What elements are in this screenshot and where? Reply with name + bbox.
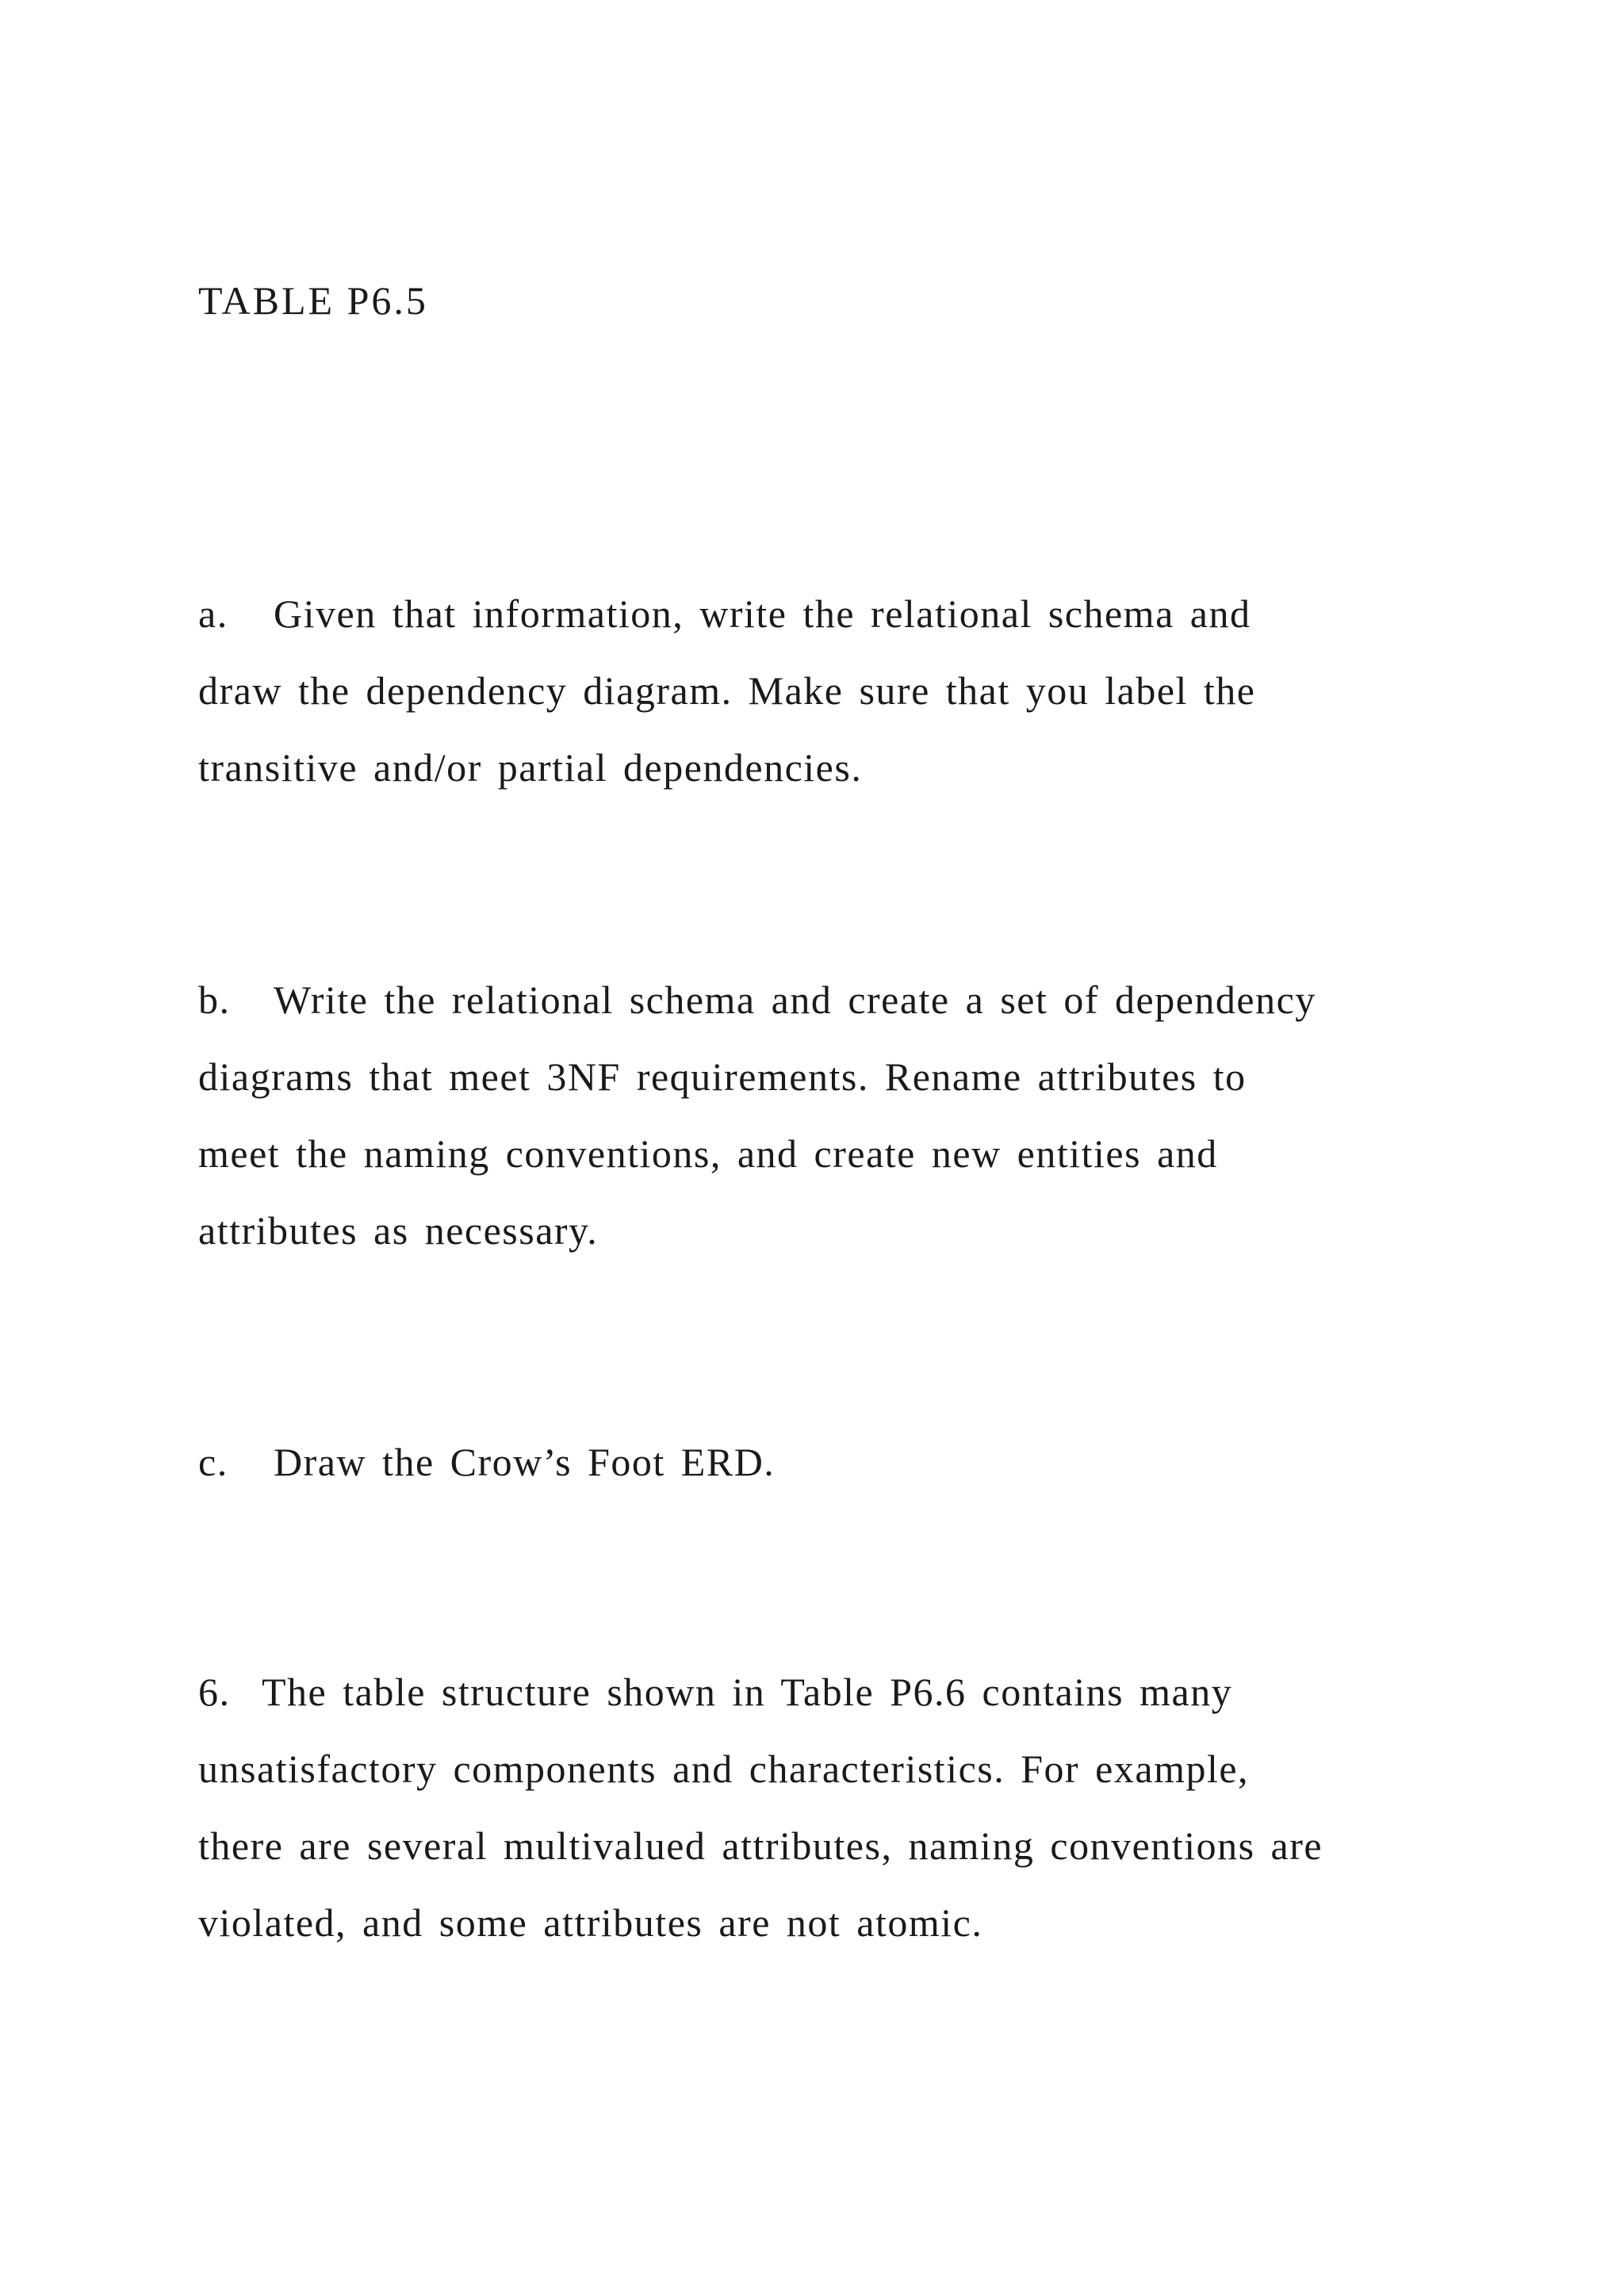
question-a-marker: a. [198,591,228,636]
question-a-line-1 [198,576,1515,652]
question-b-line-2: diagrams that meet 3NF requirements. Rename attributes to [198,1054,1247,1099]
table-title: TABLE P6.5 [198,278,428,323]
problem-6 [198,1654,1515,1961]
question-a-line-2: draw the dependency diagram. Make sure that you label the [198,668,1256,713]
problem-6-line-1 [198,1654,1515,1731]
question-c-line-1-text: Draw the Crow’s Foot ERD. [274,1440,776,1484]
question-c [198,1424,1515,1501]
question-b-line-4: attributes as necessary. [198,1208,599,1253]
question-a [198,576,1515,806]
question-a-line-1-text: Given that information, write the relational schema and [274,591,1251,636]
problem-6-line-3: there are several multivalued attributes, naming conventions are [198,1823,1323,1868]
question-b-line-1 [198,962,1515,1039]
question-b-line-1-text: Write the relational schema and create a set of dependency [274,978,1316,1022]
question-b-marker: b. [198,978,231,1022]
question-b-line-3: meet the naming conventions, and create new entities and [198,1131,1218,1176]
question-c-line-1 [198,1424,1515,1501]
problem-6-line-1-text: The table structure shown in Table P6.6 contains many [262,1670,1233,1714]
question-a-line-3: transitive and/or partial dependencies. [198,745,863,790]
question-b [198,962,1515,1269]
question-c-marker: c. [198,1440,228,1484]
problem-6-line-4: violated, and some attributes are not atomic. [198,1900,983,1945]
problem-6-marker: 6. [198,1670,231,1714]
problem-6-line-2: unsatisfactory components and characteristics. For example, [198,1747,1250,1791]
